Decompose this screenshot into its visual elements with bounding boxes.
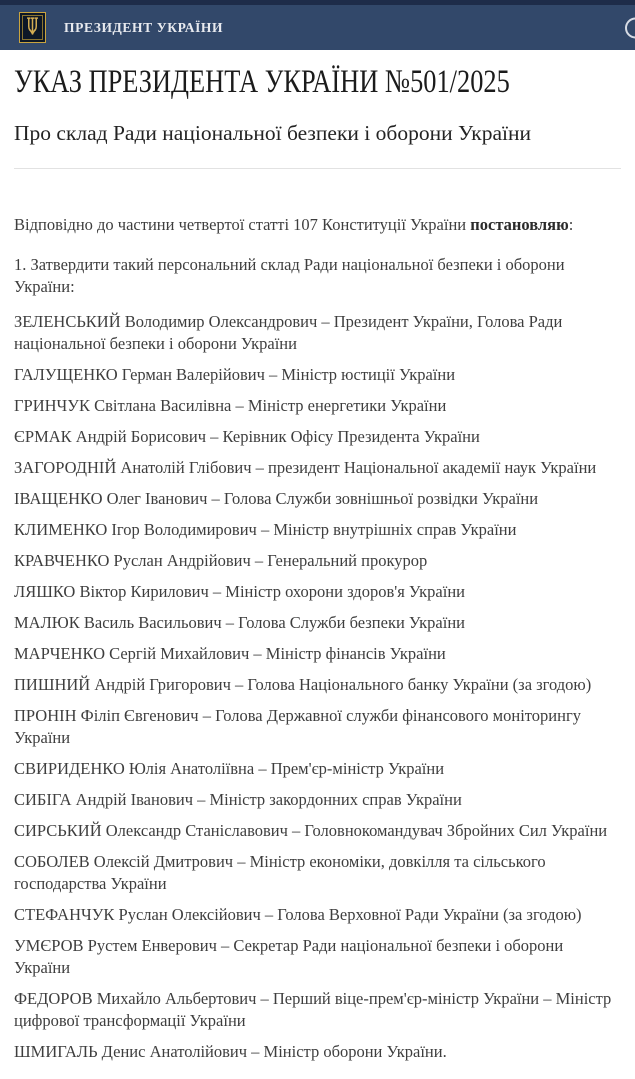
preamble-bold-word: постановляю	[470, 214, 569, 234]
member-item: СИБІГА Андрій Іванович – Міністр закордонних справ України	[14, 789, 462, 809]
member-item: ГАЛУЩЕНКО Герман Валерійович – Міністр юстиції України	[14, 364, 456, 384]
member-item: ЗЕЛЕНСЬКИЙ Володимир Олександрович – Президент України, Голова Ради національної безпеки і оборони України	[14, 311, 563, 353]
divider	[14, 168, 621, 169]
member-item: КРАВЧЕНКО Руслан Андрійович – Генеральний прокурор	[14, 550, 428, 570]
member-item: КЛИМЕНКО Ігор Володимирович – Міністр внутрішніх справ України	[14, 519, 517, 539]
site-title: ПРЕЗИДЕНТ УКРАЇНИ	[64, 19, 224, 35]
search-icon[interactable]	[625, 17, 635, 38]
member-item: СТЕФАНЧУК Руслан Олексійович – Голова Верховної Ради України (за згодою)	[14, 904, 582, 924]
member-item: МАРЧЕНКО Сергій Михайлович – Міністр фінансів України	[14, 643, 446, 663]
member-item: СВИРИДЕНКО Юлія Анатоліївна – Прем'єр-міністр України	[14, 758, 445, 778]
decree-clause-1: 1. Затвердити такий персональний склад Ради національної безпеки і оборони України:	[14, 254, 565, 296]
member-item: СИРСЬКИЙ Олександр Станіславович – Головнокомандувач Збройних Сил України	[14, 820, 608, 840]
decree-document	[0, 63, 635, 1079]
member-item: УМЄРОВ Рустем Енверович – Секретар Ради національної безпеки і оборони України	[14, 935, 564, 977]
member-item: ПИШНИЙ Андрій Григорович – Голова Національного банку України (за згодою)	[14, 674, 592, 694]
decree-preamble	[14, 214, 621, 236]
member-item: ІВАЩЕНКО Олег Іванович – Голова Служби зовнішньої розвідки України	[14, 488, 539, 508]
decree-title: УКАЗ ПРЕЗИДЕНТА УКРАЇНИ №501/2025	[14, 64, 510, 100]
trident-icon	[25, 16, 40, 39]
preamble-colon: :	[568, 214, 574, 234]
member-item: СОБОЛЕВ Олексій Дмитрович – Міністр економіки, довкілля та сільського господарства України	[14, 851, 546, 893]
member-item: ЄРМАК Андрій Борисович – Керівник Офісу Президента України	[14, 426, 480, 446]
member-item: МАЛЮК Василь Васильович – Голова Служби безпеки України	[14, 612, 465, 632]
member-item: ЗАГОРОДНІЙ Анатолій Глібович – президент Національної академії наук України	[14, 457, 597, 477]
member-item: ШМИГАЛЬ Денис Анатолійович – Міністр оборони України.	[14, 1041, 447, 1061]
preamble-text: Відповідно до частини четвертої статті 107 Конституції України	[14, 214, 471, 234]
site-header	[0, 0, 635, 50]
coat-of-arms-frame	[19, 12, 46, 43]
member-item: ГРИНЧУК Світлана Василівна – Міністр енергетики України	[14, 395, 447, 415]
decree-subtitle: Про склад Ради національної безпеки і оборони України	[14, 120, 532, 145]
member-item: ПРОНІН Філіп Євгенович – Голова Державної служби фінансового моніторингу України	[14, 705, 581, 747]
site-logo-link[interactable]	[0, 12, 223, 43]
members-list	[14, 311, 621, 1063]
member-item: ФЕДОРОВ Михайло Альбертович – Перший віце-прем'єр-міністр України – Міністр цифрової трансформації України	[14, 988, 612, 1030]
member-item: ЛЯШКО Віктор Кирилович – Міністр охорони здоров'я України	[14, 581, 465, 601]
